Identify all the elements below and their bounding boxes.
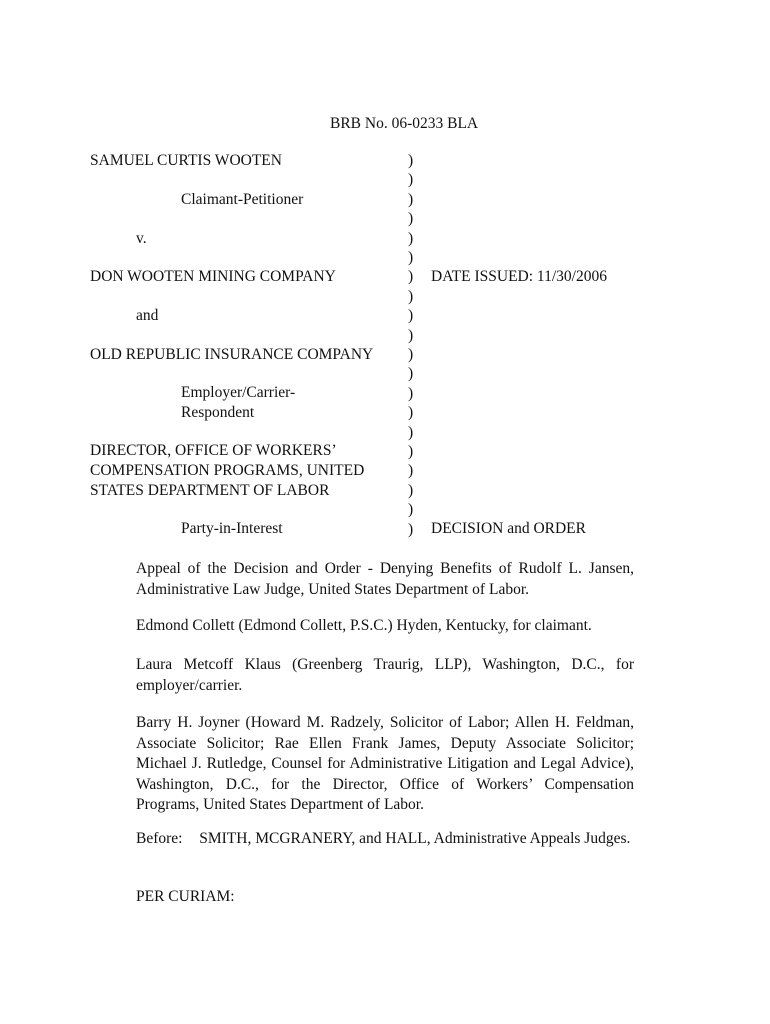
claimant-role: Claimant-Petitioner xyxy=(181,191,304,208)
caption-paren: ) xyxy=(408,152,414,169)
caption-paren: ) xyxy=(408,384,414,402)
counsel-claimant: Edmond Collett (Edmond Collett, P.S.C.) Hyden, Kentucky, for claimant. xyxy=(136,617,592,634)
caption-paren: ) xyxy=(408,268,414,286)
caption-paren: ) xyxy=(408,404,414,422)
caption-paren: ) xyxy=(408,210,414,228)
employer-role-line2: Respondent xyxy=(181,404,255,421)
carrier-name: OLD REPUBLIC INSURANCE COMPANY xyxy=(90,346,374,363)
claimant-name: SAMUEL CURTIS WOOTEN xyxy=(90,152,282,169)
director-line2: COMPENSATION PROGRAMS, UNITED xyxy=(90,462,365,479)
caption-paren: ) xyxy=(408,249,414,266)
caption-paren: ) xyxy=(408,443,414,460)
caption-paren: ) xyxy=(408,365,414,383)
counsel-employer: Laura Metcoff Klaus (Greenberg Traurig, LLP), Washington, D.C., for employer/carrier. xyxy=(136,656,634,694)
and-connector: and xyxy=(136,307,159,324)
caption-paren: ) xyxy=(408,520,414,538)
versus: v. xyxy=(136,230,147,247)
counsel-director: Barry H. Joyner (Howard M. Radzely, Solicitor of Labor; Allen H. Feldman, Associate Solicitor; Rae Ellen Frank James, Deputy Associate Solicitor; Michael J. Rutledge, Counsel for Administrative Litigation and Legal Advice), Washington, D.C., for the Director, Office of Workers’ Compensation Programs, United States Department of Labor. xyxy=(136,714,634,813)
caption-paren: ) xyxy=(408,287,414,305)
appeal-paragraph: Appeal of the Decision and Order - Denying Benefits of Rudolf L. Jansen, Administrative Law Judge, United States Department of Labor. xyxy=(136,560,634,598)
caption-paren: ) xyxy=(408,171,414,189)
before-label: Before: xyxy=(136,830,183,847)
caption-paren: ) xyxy=(408,326,414,344)
date-issued: DATE ISSUED: 11/30/2006 xyxy=(431,268,607,285)
caption-paren: ) xyxy=(408,481,414,499)
caption-paren: ) xyxy=(408,307,414,325)
per-curiam: PER CURIAM: xyxy=(136,888,235,905)
caption-paren: ) xyxy=(408,423,414,441)
caption-paren: ) xyxy=(408,501,414,519)
caption-paren: ) xyxy=(408,190,414,208)
employer-name: DON WOOTEN MINING COMPANY xyxy=(90,268,336,285)
employer-role-line1: Employer/Carrier- xyxy=(181,384,296,401)
caption-paren: ) xyxy=(408,229,414,247)
decision-title: DECISION and ORDER xyxy=(431,520,586,537)
case-number: BRB No. 06-0233 BLA xyxy=(330,115,479,132)
before-text: SMITH, MCGRANERY, and HALL, Administrative Appeals Judges. xyxy=(199,830,631,847)
director-line1: DIRECTOR, OFFICE OF WORKERS’ xyxy=(90,442,337,459)
panel-judges xyxy=(136,829,634,850)
caption-paren: ) xyxy=(408,346,414,363)
caption-paren: ) xyxy=(408,462,414,480)
director-line3: STATES DEPARTMENT OF LABOR xyxy=(90,482,330,499)
director-role: Party-in-Interest xyxy=(181,520,283,537)
